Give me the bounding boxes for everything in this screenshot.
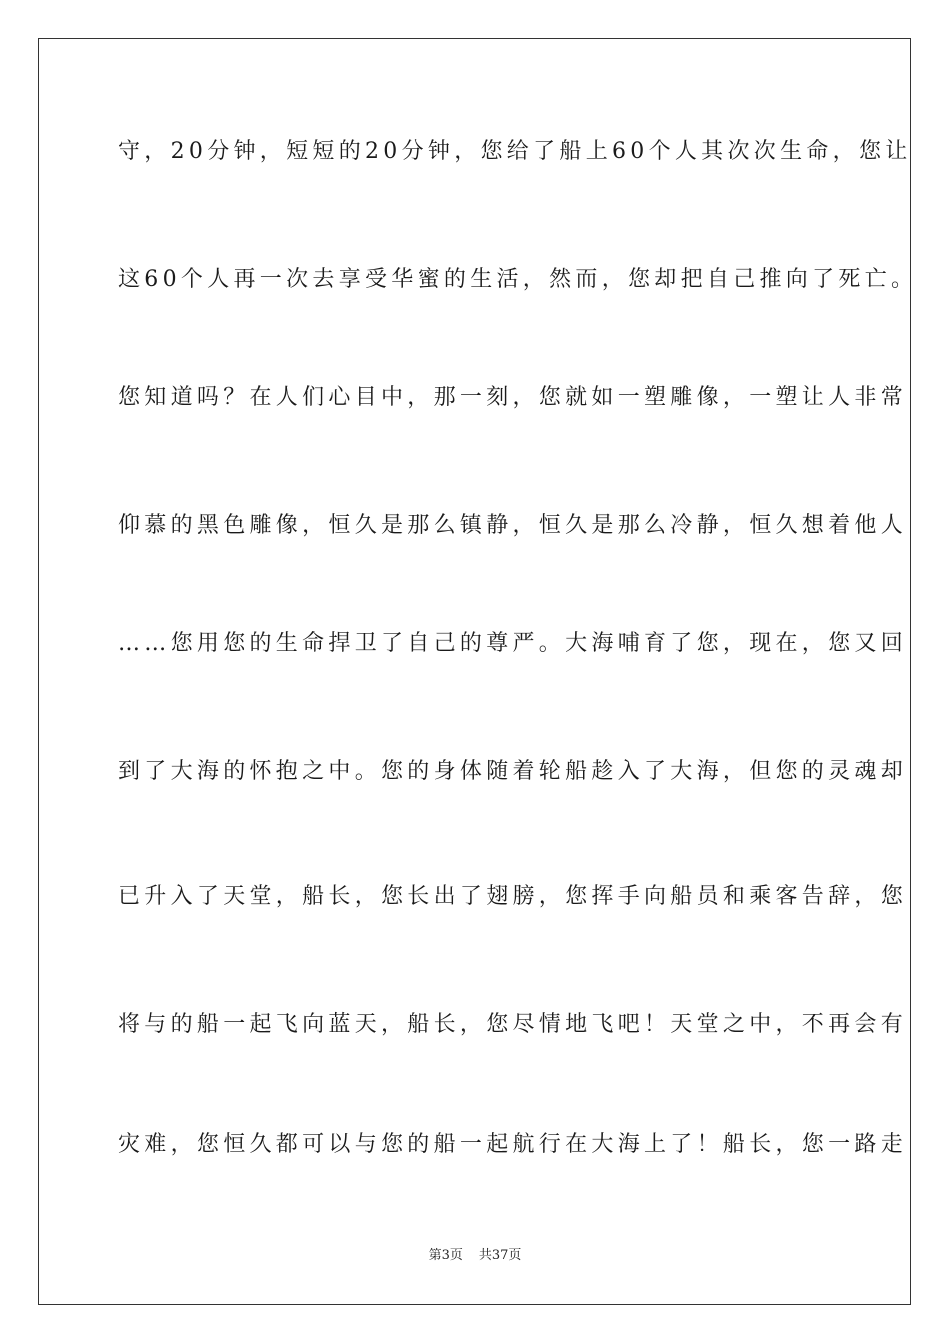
page-footer [0, 1248, 950, 1264]
text-line-9: 灾难，您恒久都可以与您的船一起航行在大海上了！船长，您一路走 [118, 1132, 908, 1157]
text-line-4: 仰慕的黑色雕像，恒久是那么镇静，恒久是那么冷静，恒久想着他人 [118, 513, 908, 538]
page-frame [38, 38, 918, 1305]
text-line-2: 这60个人再一次去享受华蜜的生活，然而，您却把自己推向了死亡。 [118, 267, 918, 292]
page-total: 共37页 [478, 1248, 522, 1263]
text-line-5: ……您用您的生命捍卫了自己的尊严。大海哺育了您，现在，您又回 [118, 631, 908, 656]
text-line-7: 已升入了天堂，船长，您长出了翅膀，您挥手向船员和乘客告辞，您 [118, 884, 908, 909]
text-line-1: 守，20分钟，短短的20分钟，您给了船上60个人其次次生命，您让 [118, 139, 912, 164]
page-number: 第3页 [428, 1248, 463, 1263]
text-line-6: 到了大海的怀抱之中。您的身体随着轮船趁入了大海，但您的灵魂却 [118, 759, 908, 784]
text-line-8: 将与的船一起飞向蓝天，船长，您尽情地飞吧！天堂之中，不再会有 [118, 1012, 908, 1037]
text-line-3: 您知道吗？在人们心目中，那一刻，您就如一塑雕像，一塑让人非常 [118, 385, 908, 410]
